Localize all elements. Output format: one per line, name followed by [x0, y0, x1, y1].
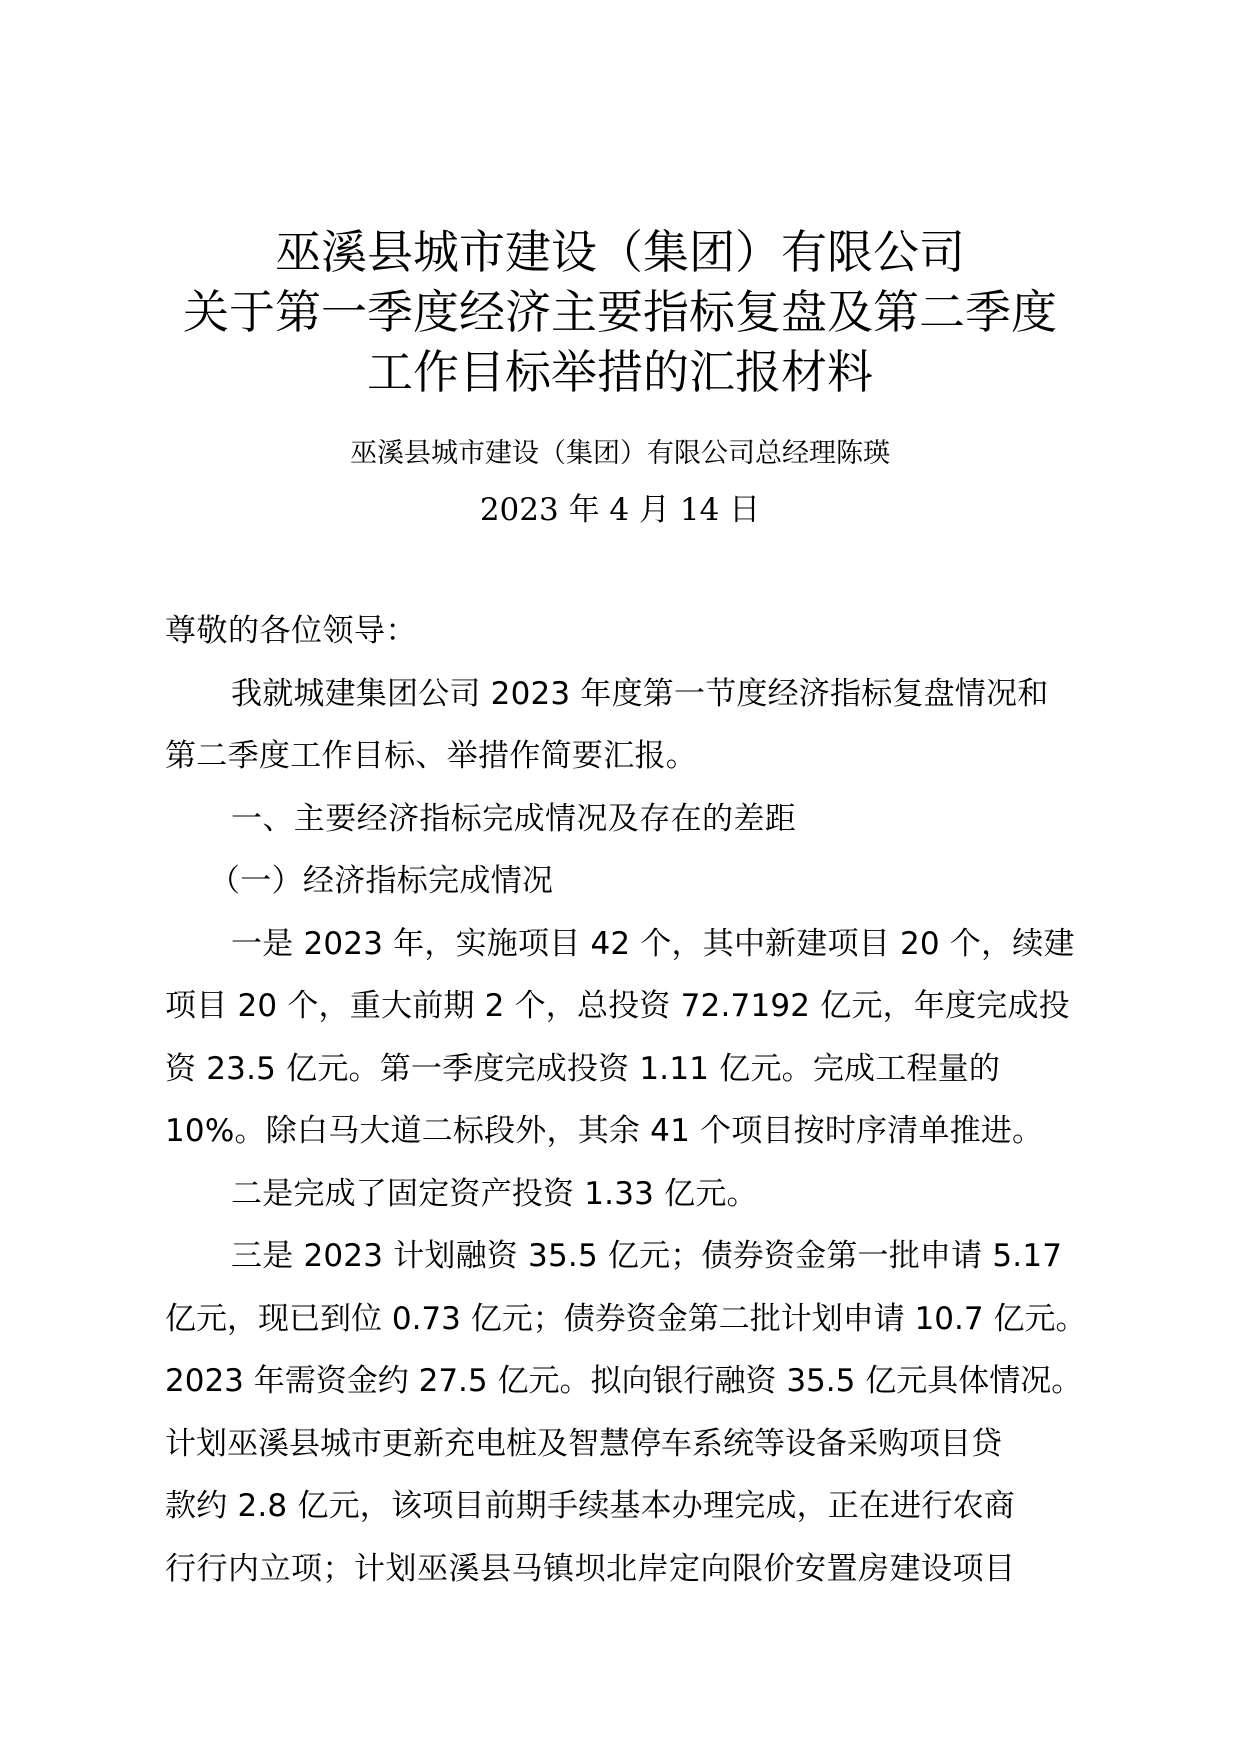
salutation: 尊敬的各位领导：	[165, 613, 417, 649]
paragraph-line: 款约 2.8 亿元，该项目前期手续基本办理完成，正在进行农商	[165, 1488, 1016, 1524]
paragraph-line: 行行内立项；计划巫溪县马镇坝北岸定向限价安置房建设项目	[165, 1550, 1016, 1587]
paragraph-line: 我就城建集团公司 2023 年度第一节度经济指标复盘情况和	[231, 675, 1049, 712]
paragraph-line: 资 23.5 亿元。第一季度完成投资 1.11 亿元。完成工程量的	[165, 1050, 1001, 1087]
paragraph-line: 一是 2023 年，实施项目 42 个，其中新建项目 20 个，续建	[231, 925, 1075, 962]
document-body	[165, 600, 1100, 1600]
document-title	[0, 222, 1240, 402]
title-line-2: 关于第一季度经济主要指标复盘及第二季度	[183, 285, 1057, 339]
paragraph-line: 亿元，现已到位 0.73 亿元；债券资金第二批计划申请 10.7 亿元。	[165, 1300, 1087, 1337]
paragraph-line: 第二季度工作目标、举措作简要汇报。	[165, 738, 698, 774]
section-heading: 一、主要经济指标完成情况及存在的差距	[231, 800, 797, 837]
paragraph-line: 10%。除白马大道二标段外，其余 41 个项目按时序清单推进。	[165, 1113, 1044, 1149]
title-line-3: 工作目标举措的汇报材料	[367, 345, 873, 399]
paragraph-line: 计划巫溪县城市更新充电桩及智慧停车系统等设备采购项目贷	[165, 1425, 1002, 1462]
paragraph-line: 二是完成了固定资产投资 1.33 亿元。	[231, 1175, 758, 1212]
date-line: 2023 年 4 月 14 日	[479, 492, 761, 528]
paragraph-line: 三是 2023 计划融资 35.5 亿元；债券资金第一批申请 5.17	[231, 1238, 1063, 1274]
paragraph-line: 项目 20 个，重大前期 2 个，总投资 72.7192 亿元，年度完成投	[165, 988, 1070, 1024]
paragraph-line: 2023 年需资金约 27.5 亿元。拟向银行融资 35.5 亿元具体情况。	[165, 1363, 1083, 1399]
title-line-1: 巫溪县城市建设（集团）有限公司	[275, 225, 965, 279]
subsection-heading: （一）经济指标完成情况	[209, 863, 554, 899]
author-line: 巫溪县城市建设（集团）有限公司总经理陈瑛	[350, 438, 890, 469]
